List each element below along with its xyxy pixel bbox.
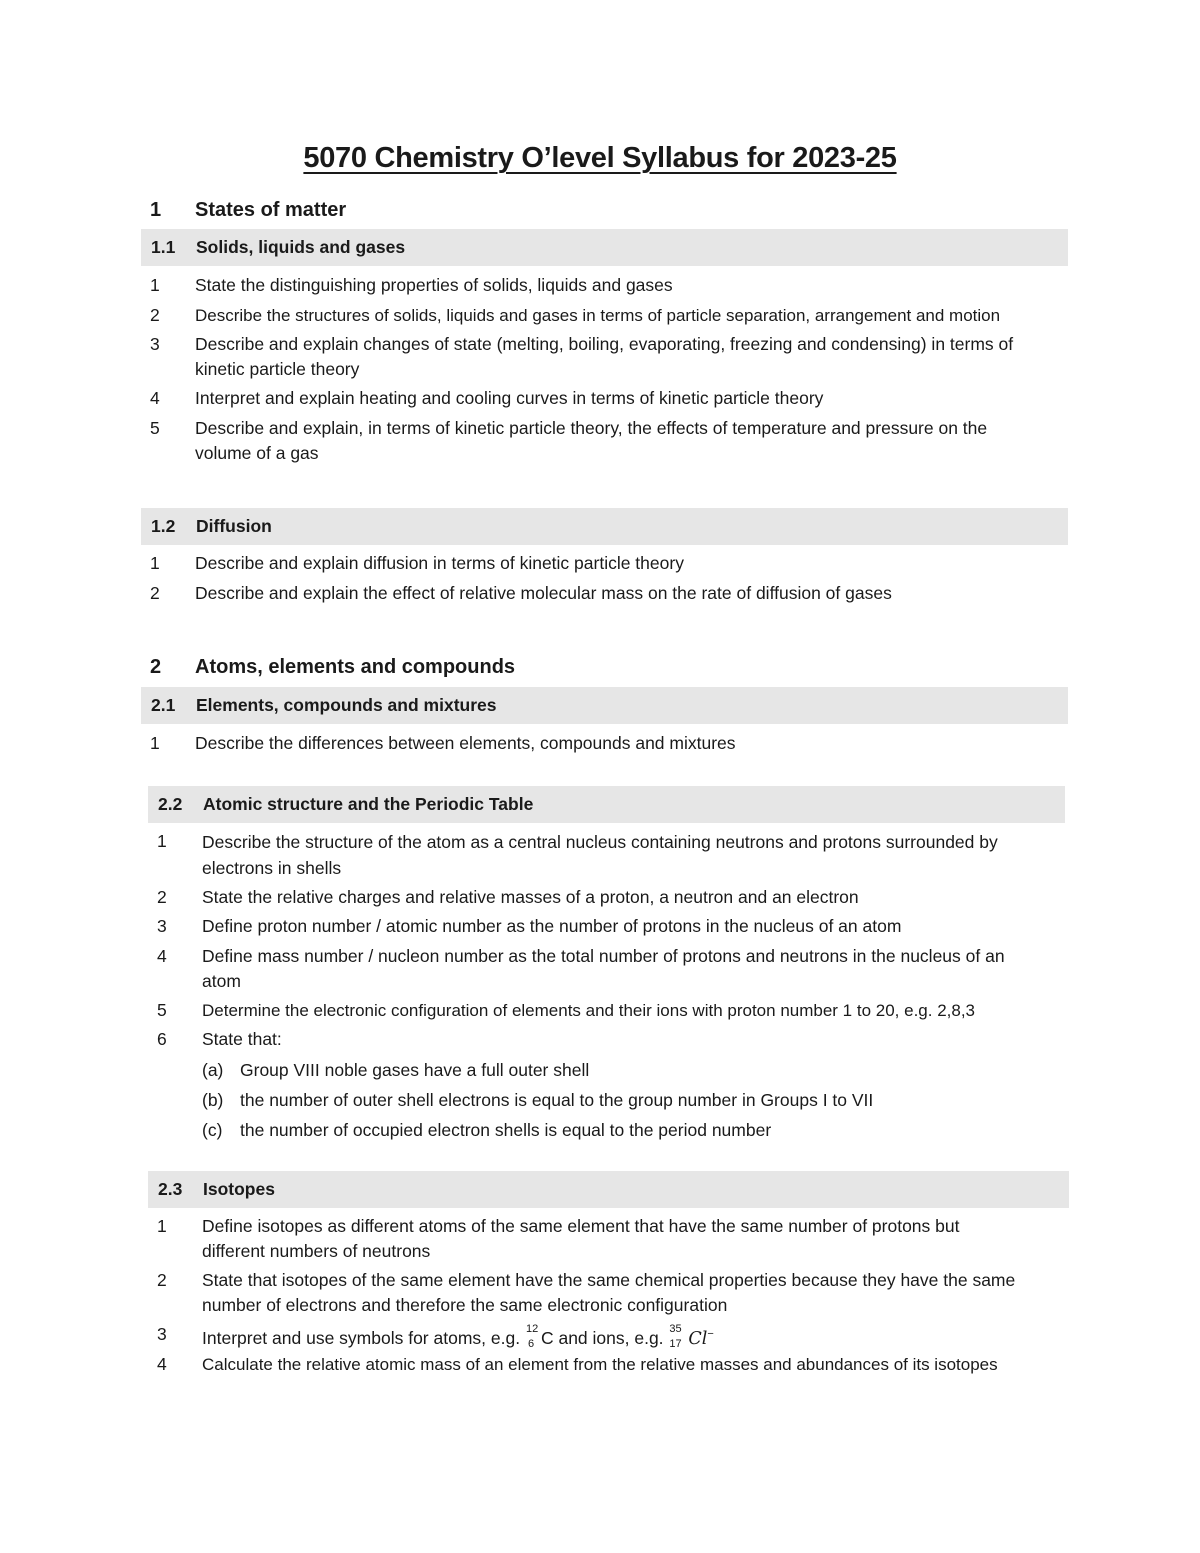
- section-number: 2: [150, 656, 162, 678]
- section-number: 1: [150, 199, 162, 221]
- mass-number: 12: [525, 1323, 539, 1335]
- subsection-header: [148, 1171, 1069, 1208]
- subsection-title: Solids, liquids and gases: [196, 237, 406, 257]
- item-text: Describe and explain the effect of relative molecular mass on the rate of diffusion of gases: [195, 583, 892, 603]
- sub-item-label: (c): [202, 1120, 223, 1140]
- item-number: 2: [150, 305, 160, 325]
- item-text: Define proton number / atomic number as the number of protons in the nucleus of an atom: [202, 916, 902, 936]
- item-text-prefix: Interpret and use symbols for atoms, e.g.: [202, 1328, 521, 1348]
- item-number: 4: [157, 1354, 167, 1374]
- item-number: 3: [157, 1324, 167, 1344]
- carbon-isotope-symbol: [525, 1323, 541, 1350]
- item-text: Describe the differences between elements, compounds and mixtures: [195, 733, 736, 753]
- item-number: 3: [150, 334, 160, 354]
- item-text: [202, 1322, 1062, 1352]
- subsection-number: 2.3: [158, 1179, 183, 1199]
- item-number: 5: [157, 1000, 167, 1020]
- item-text: Describe and explain changes of state (melting, boiling, evaporating, freezing and condensing) in terms of kinetic particle theory: [195, 334, 1014, 379]
- subsection-title: Isotopes: [203, 1179, 275, 1199]
- item-number: 5: [150, 418, 160, 438]
- sub-item-label: (b): [202, 1090, 224, 1110]
- item-text: State that:: [202, 1029, 282, 1049]
- atomic-number: 6: [527, 1338, 535, 1350]
- element-symbol: Cl: [688, 1329, 708, 1349]
- item-number: 3: [157, 916, 167, 936]
- subsection-title: Elements, compounds and mixtures: [196, 695, 497, 715]
- sub-item-text: the number of outer shell electrons is equal to the group number in Groups I to VII: [240, 1090, 874, 1110]
- item-number: 1: [150, 733, 160, 753]
- mass-number: 35: [669, 1323, 682, 1335]
- item-number: 6: [157, 1029, 167, 1049]
- subsection-header: [141, 229, 1068, 266]
- item-text-middle: and ions, e.g.: [558, 1328, 664, 1348]
- item-text: State the distinguishing properties of solids, liquids and gases: [195, 275, 673, 295]
- page-title: 5070 Chemistry O’level Syllabus for 2023-25: [303, 142, 897, 174]
- item-text: Describe the structures of solids, liquids and gases in terms of particle separation, arrangement and motion: [195, 306, 1001, 325]
- sub-item-text: the number of occupied electron shells is equal to the period number: [240, 1120, 772, 1140]
- item-text: Describe and explain, in terms of kinetic particle theory, the effects of temperature and pressure on the volume of a gas: [195, 418, 988, 463]
- subsection-number: 2.1: [151, 695, 176, 715]
- item-number: 1: [150, 275, 160, 295]
- subsection-header: [148, 786, 1065, 823]
- item-number: 1: [157, 831, 167, 851]
- item-number: 2: [150, 583, 160, 603]
- item-text: Describe the structure of the atom as a central nucleus containing neutrons and protons surrounded by electrons in shells: [202, 832, 998, 878]
- subsection-number: 2.2: [158, 794, 183, 814]
- sub-item-text: Group VIII noble gases have a full outer shell: [240, 1060, 590, 1080]
- item-number: 2: [157, 1270, 167, 1290]
- section-title: States of matter: [195, 199, 347, 221]
- item-text: Describe and explain diffusion in terms of kinetic particle theory: [195, 553, 684, 573]
- item-number: 1: [157, 1216, 167, 1236]
- subsection-title: Diffusion: [196, 516, 272, 536]
- subsection-title: Atomic structure and the Periodic Table: [203, 794, 534, 814]
- item-text: Interpret and explain heating and cooling curves in terms of kinetic particle theory: [195, 388, 824, 408]
- section-title: Atoms, elements and compounds: [195, 656, 516, 678]
- subsection-header: [141, 687, 1068, 724]
- chloride-ion-symbol: [668, 1323, 688, 1350]
- item-text: Calculate the relative atomic mass of an element from the relative masses and abundances of its isotopes: [202, 1355, 998, 1374]
- item-text: State that isotopes of the same element have the same chemical properties because they have the same number of electrons and therefore the same electronic configuration: [202, 1270, 1016, 1315]
- item-text: Determine the electronic configuration of elements and their ions with proton number 1 to 20, e.g. 2,8,3: [202, 1001, 976, 1020]
- item-number: 4: [150, 388, 160, 408]
- item-number: 1: [150, 553, 160, 573]
- subsection-number: 1.2: [151, 516, 176, 536]
- element-symbol: C: [540, 1328, 554, 1348]
- ion-charge: −: [707, 1328, 714, 1340]
- item-number: 2: [157, 887, 167, 907]
- subsection-number: 1.1: [151, 237, 176, 257]
- section-heading: [150, 195, 1050, 225]
- section-heading: [150, 652, 1050, 682]
- subsection-header: [141, 508, 1068, 545]
- item-text: Define mass number / nucleon number as the total number of protons and neutrons in the nucleus of an atom: [202, 946, 1005, 991]
- sub-item-label: (a): [202, 1060, 224, 1080]
- item-number: 4: [157, 946, 167, 966]
- atomic-number: 17: [669, 1338, 682, 1350]
- item-text: Define isotopes as different atoms of the same element that have the same number of protons but different numbers of neutrons: [202, 1216, 960, 1261]
- item-text: State the relative charges and relative masses of a proton, a neutron and an electron: [202, 887, 859, 907]
